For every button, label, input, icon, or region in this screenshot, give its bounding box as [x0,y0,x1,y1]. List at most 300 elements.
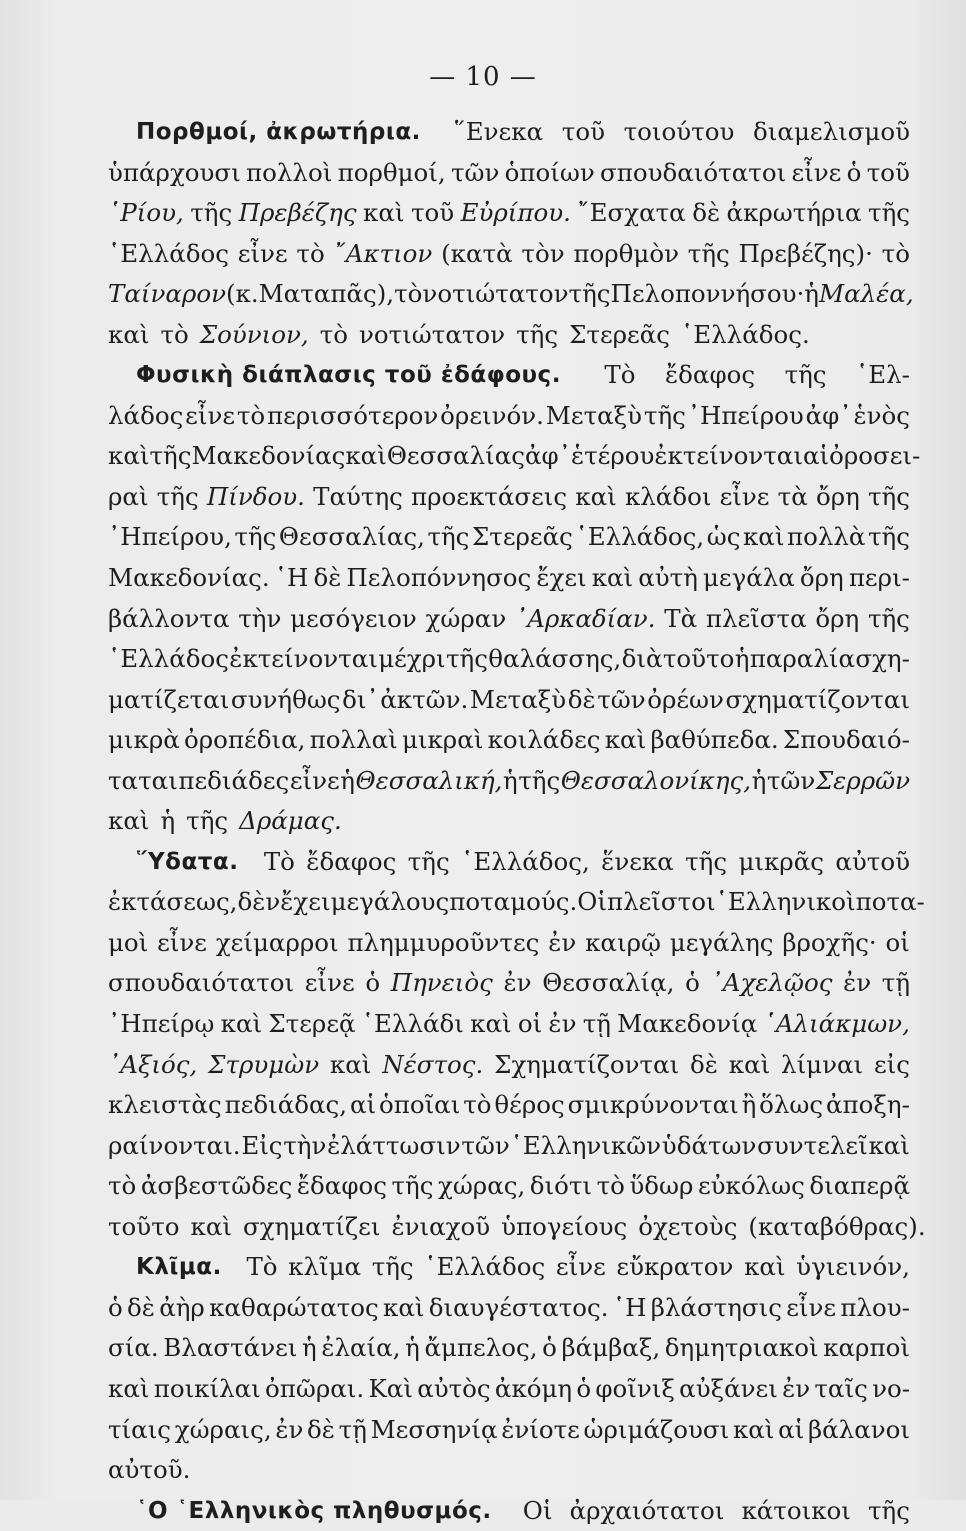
word: εὔκρατον [616,1252,734,1282]
word: τὴν [238,603,282,633]
word: Σπουδαιό- [782,725,910,755]
word: αἱ [802,441,830,471]
word: Μακεδονίας [191,441,346,471]
word: τὸ [394,279,423,309]
word: ἀκόμη [494,1373,573,1403]
word: ῾Ελληνικοὶ [715,887,856,917]
word: λίμναι [781,1049,864,1079]
word: (κατὰ [441,238,513,268]
word: ὁ [365,968,381,998]
word: τὸ [108,1171,137,1201]
word: τῆς [867,481,910,511]
text-line [108,680,910,721]
section-heading: ῞Υδατα. [136,848,239,875]
text-line [108,234,910,275]
word: τὸ [236,400,266,430]
word: πεδιάδας, [224,1090,348,1120]
word: εἶνε [185,400,236,430]
word: αὐτοῦ. [108,1455,191,1485]
word: τοῦ [866,157,910,187]
word: ὀπῶραι. [265,1373,365,1403]
word: καὶ [744,1252,786,1282]
word: καὶ [575,481,617,511]
word: μέχρι [378,644,446,674]
word: διαυγέστατος. [428,1292,609,1322]
text-line [108,1126,910,1167]
word: οἱ [517,1009,543,1039]
word: τῶν [450,157,500,187]
word: δὲ [307,1414,335,1444]
italic-word: Εὐρίπου. [460,198,571,228]
word: ποτα- [855,887,925,917]
text-line [108,153,910,194]
word: ᾿Ηπείρῳ [108,1009,215,1039]
text-line [108,355,910,396]
word: Τὸ [246,1252,278,1282]
word: καὶ [363,198,405,228]
word: δὲ [567,684,596,714]
word: ἐν [843,968,872,998]
word: καὶ [604,725,647,755]
word: πορθμοί, [337,157,446,187]
italic-word: Δράμας. [239,806,342,836]
word: ἐνιαχοῦ [391,1211,491,1241]
word: τὸ [463,1090,492,1120]
word: ἡ [751,765,767,795]
word: ὁ [108,1292,123,1322]
section-heading: ῾Ο ῾Ελληνικὸς πληθυσμός. [136,1497,492,1524]
word: εἶνε [304,968,355,998]
word: τοῦ [410,198,455,228]
section-heading: Φυσικὴ διάπλασις τοῦ ἐδάφους. [136,362,561,389]
italic-word: Πηνειὸς [390,968,493,998]
word: Σχηματίζονται [494,1049,680,1079]
word: διαπερᾷ [809,1171,910,1201]
word: καὶ [383,1292,425,1322]
word: οἱ [885,927,910,957]
word: τῆς [234,522,277,552]
word: αἱ [778,1414,805,1444]
word: τοῦτο [108,1211,180,1241]
word: Μακεδονίας. [108,563,270,593]
word: καὶ [220,1009,263,1039]
word: τῆς [186,806,229,836]
word: κλειστὰς [108,1090,222,1120]
text-line [108,193,910,234]
word: Μακεδονίᾳ [617,1009,758,1039]
word: χείμαρροι [215,927,339,957]
word: τῇ [881,968,910,998]
word: θέρος [494,1090,565,1120]
word: θαλάσσης, [488,644,622,674]
word: κάτοικοι [741,1495,851,1525]
text-line [108,517,910,558]
word: Ταύτης [313,481,403,511]
word: τῇ [338,1414,367,1444]
word: ἐν [548,927,577,957]
text-line [108,436,921,477]
word: εἶνε [786,1292,837,1322]
text-line [108,1410,910,1451]
body-text [108,112,926,1531]
italic-word: Πρεβέζης [238,198,357,228]
word: τῆς [868,1495,910,1525]
word: εἶνε [237,238,288,268]
word: μικρᾶς [738,846,824,876]
italic-word: ῾Αλιάκμων, [763,1009,910,1039]
word: Τὰ [664,603,698,633]
word: τῆς [516,319,559,349]
word: καιρῷ [585,927,661,957]
word: ῾Ελλάδι [361,1009,464,1039]
word: τῆς [391,1171,434,1201]
word: (κ. [225,279,259,309]
text-line [108,639,910,680]
word: ὀρέων [647,684,724,714]
word: καὶ [742,522,785,552]
word: καὶ [329,1049,372,1079]
italic-word: Στρυμὼν [208,1049,320,1079]
text-line [108,558,910,599]
text-line [108,274,914,315]
word: ραίνονται. [108,1130,241,1160]
word: Πελοποννήσου· [610,279,805,309]
word: κοιλάδες [487,725,601,755]
word: περι- [848,563,910,593]
word: ἡ [302,1333,317,1363]
word: Θεσσαλίᾳ, [542,968,675,998]
word: τῆς [867,603,910,633]
word: εἶνε [289,765,340,795]
text-line [108,112,910,153]
word: ὑπογείους [501,1211,628,1241]
word: τῆς [685,846,728,876]
word: Στερεᾶς [569,319,670,349]
word: ὁ [685,968,700,998]
word: Ματαπᾶς), [258,279,395,309]
word: εἶνε [719,481,770,511]
word: ὑγιεινόν, [796,1252,910,1282]
word: ὀροσει- [829,441,921,471]
word: βάλλοντα [108,603,230,633]
word: ῾Ελλάδος, [575,522,705,552]
italic-word: ᾿Αξιός, [108,1049,198,1079]
word: μεγάλους [330,887,450,917]
word: ποταμούς.Οἱ [449,887,607,917]
word: ἢ [741,1090,757,1120]
word: τῶν [461,1130,510,1160]
word: βάλανοι [807,1414,910,1444]
word: χώρας, [437,1171,526,1201]
word: καθαρώτατος [209,1292,379,1322]
word: ἐν [782,1373,811,1403]
word: ῾Η [274,563,309,593]
word: ἡ [340,765,355,795]
word: μικραὶ [401,725,484,755]
word: πολλοὶ [246,157,333,187]
word: βαθύπεδα. [650,725,779,755]
word: ραὶ [108,481,149,511]
word: ὑπάρχουσι [108,157,241,187]
word: ὁ [542,1333,557,1363]
word: ἀὴρ [159,1292,205,1322]
word: κλάδοι [624,481,712,511]
word: προεκτάσεις [411,481,568,511]
word: Μεταξὺ [469,684,567,714]
word: σία. [108,1333,159,1363]
word: τῶν [766,765,816,795]
word: ἀποξη- [826,1090,910,1120]
text-line [108,923,910,964]
word: ὅλως [759,1090,824,1120]
text-line [108,963,910,1004]
word: ἐκτείνονται [229,644,378,674]
word: πολλὰ [787,522,866,552]
word: δὲ [692,198,721,228]
word: ἔδαφος [665,360,756,390]
word: νοτιώτατον [422,279,569,309]
word: αὐτὸς [417,1373,491,1403]
italic-word: ῎Ακτιον [333,238,433,268]
word: ἐν [275,1414,304,1444]
word: τὸ [881,238,910,268]
word: ὁποίων [504,157,595,187]
word: βλάστησις [650,1292,782,1322]
text-line [108,801,910,842]
italic-word: Θεσσαλική, [355,765,503,795]
word: ἡ [502,765,518,795]
word: ἀρχαιότατοι [569,1495,725,1525]
word: ὁ [576,1373,592,1403]
word: καὶ [732,1414,775,1444]
word: πλεῖστοι [606,887,716,917]
word: πλου- [840,1292,910,1322]
word: δὲ [127,1292,155,1322]
text-line [108,396,910,437]
word: Οἱ [522,1495,553,1525]
word: αἱ [349,1090,377,1120]
text-line [108,1328,910,1369]
word: ἐκτείνονται [654,441,803,471]
word: τὰ [777,481,808,511]
word: ὄρη [799,563,844,593]
word: ποικίλαι [153,1373,261,1403]
word: καὶ [591,563,634,593]
word: (καταβόθρας). [748,1211,926,1241]
word: καὶ [108,806,150,836]
italic-word: Σερρῶν [815,765,910,795]
word: ἀκρωτήρια [726,198,862,228]
text-line [108,477,910,518]
word: Στερεᾷ [268,1009,356,1039]
word: ῾Ελλάδος [424,1252,546,1282]
text-line [108,720,910,761]
word: τὸν [521,238,565,268]
word: τῆς [518,765,561,795]
word: εἶνε [555,1252,606,1282]
word: ἐκτάσεως, [108,887,238,917]
word: ὁ [846,157,862,187]
word: Καὶ [368,1373,413,1403]
word: τῆς [868,198,910,228]
word: περισσότερον [267,400,439,430]
word: μεγάλης [669,927,774,957]
word: τὴν [283,1130,327,1160]
word: τῆς [446,644,488,674]
italic-word: Ταίναρον [108,279,226,309]
text-line [108,1166,910,1207]
italic-word: ᾿Αχελῷος [710,968,833,998]
word: Εἰς [241,1130,283,1160]
word: ῾Ελ- [856,360,910,390]
word: χώραν [425,603,507,633]
word: τῆς [149,441,192,471]
word: τοῦτο [662,644,735,674]
word: τίαις [108,1414,172,1444]
word: Βλαστάνει [163,1333,298,1363]
text-line [108,1085,910,1126]
word: ἀκτῶν. [380,684,469,714]
word: πολλαὶ [309,725,398,755]
word: μεγάλα [702,563,795,593]
word: χώραις, [174,1414,272,1444]
word: τῆς [190,198,233,228]
word: ῾Η [612,1292,647,1322]
italic-word: Σούνιον, [199,319,309,349]
word: τὸ [319,319,348,349]
word: ἐνίοτε [501,1414,580,1444]
word: εἶνε [157,927,207,957]
section-heading: Κλῖμα. [136,1254,222,1281]
word: εἰς [873,1049,910,1079]
word: ῾Ελλάδος [108,238,229,268]
word: τοιούτου [623,117,735,146]
word: λάδος [108,400,184,430]
word: Μεσσηνίᾳ [370,1414,498,1444]
word: ἀφ᾿ [524,441,571,471]
word: ὀχετοὺς [638,1211,738,1241]
word: τῆς [407,846,450,876]
text-line [108,1288,910,1329]
word: ἐλαία, [321,1333,401,1363]
word: Θεσσαλίας, [278,522,425,552]
word: ἐν [548,1009,577,1039]
word: πλημμυροῦντες [347,927,540,957]
word: ὡς [706,522,741,552]
word: σχη- [855,644,910,674]
section-heading: Πορθμοί, ἀκρωτήρια. [136,119,421,145]
italic-word: ῾Ρίου, [108,198,184,228]
word: μεσόγειον [290,603,417,633]
word: πλεῖστα [705,603,807,633]
word: Στερεᾶς [471,522,573,552]
word: τῆς [868,522,910,552]
word: σχηματίζει [242,1211,381,1241]
word: παραλία [749,644,856,674]
word: ἑνὸς [853,400,910,430]
word: τὸ [160,319,189,349]
word: ὄρη [815,481,860,511]
word: ῞Ενεκα [453,117,544,146]
word: ἡ [804,279,819,309]
word: καὶ [190,1211,232,1241]
word: ἑτέρου [570,441,655,471]
word: ἡ [734,644,750,674]
word: τῆς [784,360,827,390]
word: τῆς [687,238,730,268]
word: δὲ [313,563,342,593]
word: ὑδάτων [661,1130,757,1160]
word: μικρὰ [108,725,180,755]
word: νοτιώτατον [359,319,506,349]
word: καὶ [108,1373,150,1403]
word: συνήθως [230,684,341,714]
word: τῆς [427,522,470,552]
word: καρποὶ [823,1333,910,1363]
word: τῇ [582,1009,611,1039]
word: τὸ [596,1171,625,1201]
word: καὶ [728,1049,771,1079]
word: αὐτοῦ [835,846,910,876]
text-line [108,1207,926,1248]
word: ταῖς [814,1373,868,1403]
word: Τὸ [604,360,636,390]
page-number: — 10 — [429,62,537,92]
word: βροχῆς· [782,927,877,957]
word: ἕνεκα [601,846,674,876]
text-line [108,315,910,356]
word: σπουδαιότατοι [600,157,787,187]
word: σπουδαιότατοι [108,968,295,998]
word: σμικρύνονται [567,1090,739,1120]
word: ἀσβεστῶδες [140,1171,293,1201]
word: φοῖνιξ [595,1373,675,1403]
word: δι᾿ [342,684,379,714]
word: ὕδωρ [629,1171,694,1201]
italic-word: Θεσσαλονίκης, [560,765,752,795]
word: διαμελισμοῦ [753,117,910,146]
word: ῾Ελλάδος, [461,846,590,876]
word: βάμβαξ, [561,1333,661,1363]
word: ῾Ελληνικῶν [510,1130,662,1160]
word: εἶνε [791,157,842,187]
word: νο- [872,1373,910,1403]
word: ὄρη [815,603,860,633]
word: καὶ [345,441,387,471]
word: δὲν [237,887,281,917]
text-line [108,1369,910,1410]
word: ῾Ελλάδος [108,644,229,674]
word: αὐξάνει [679,1373,778,1403]
word: καὶ [868,1130,910,1160]
word: Πελοπόννησος [346,563,532,593]
word: τῆς [371,1252,414,1282]
word: συντελεῖ [757,1130,868,1160]
word: ᾿Ηπείρου [687,400,804,430]
word: τὸ [296,238,325,268]
word: Θεσσαλίας [386,441,525,471]
text-line [108,1450,910,1491]
text-line [108,842,910,883]
word: κλῖμα [288,1252,362,1282]
italic-word: ᾿Αρκαδίαν. [514,603,656,633]
word: διὰ [621,644,663,674]
word: ἡ [160,806,176,836]
word: καὶ [470,1009,512,1039]
word: καὶ [108,319,150,349]
word: καὶ [108,441,150,471]
word: ῾Ελλάδος. [681,319,810,349]
